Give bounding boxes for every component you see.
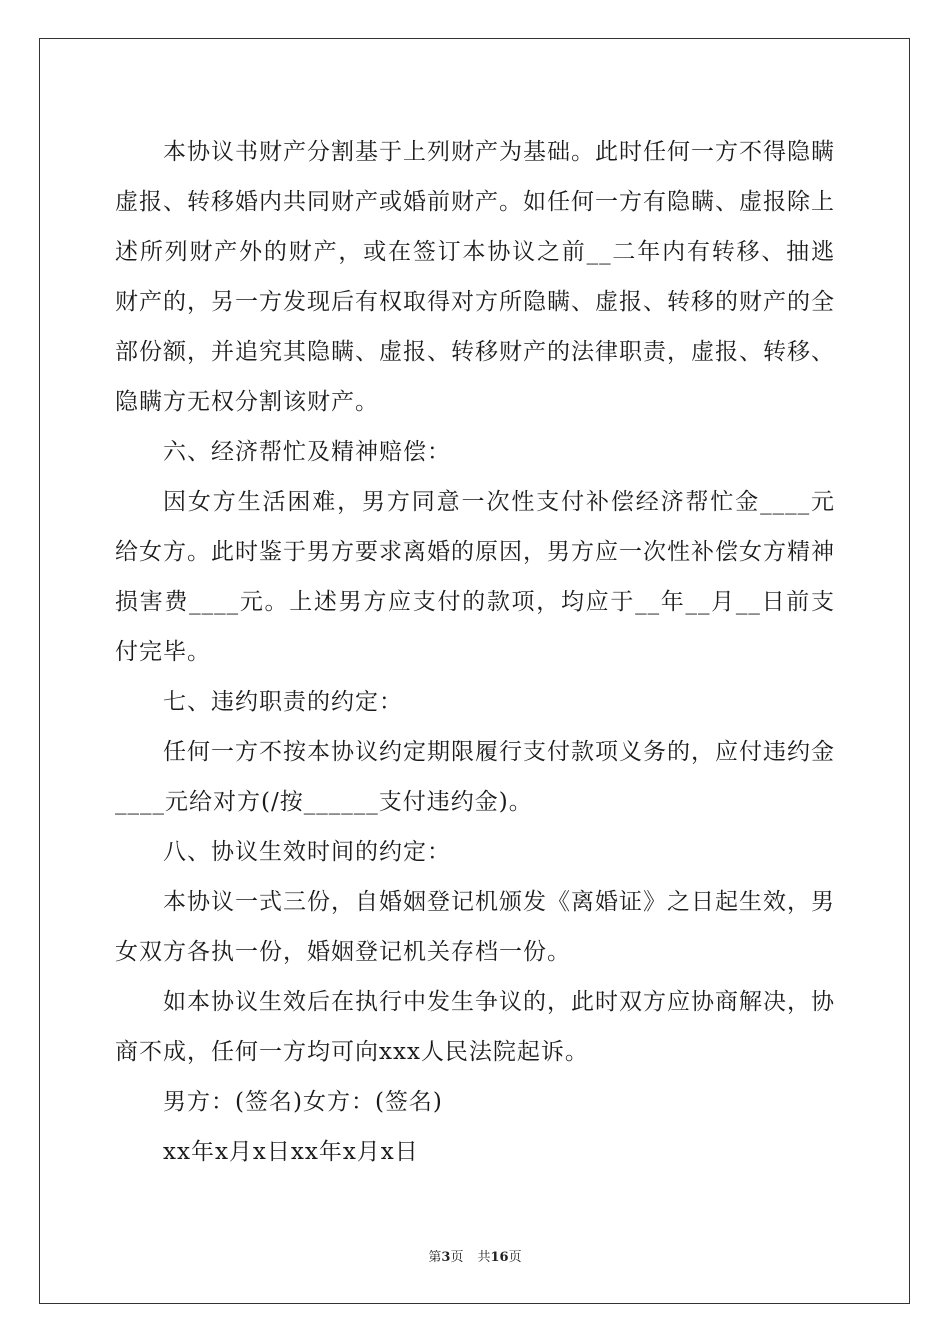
paragraph-property-division: 本协议书财产分割基于上列财产为基础。此时任何一方不得隐瞒虚报、转移婚内共同财产或婚前财产。如任何一方有隐瞒、虚报除上述所列财产外的财产，或在签订本协议之前__二年内有转移、抽逃财产的，另一方发现后有权取得对方所隐瞒、虚报、转移的财产的全部份额，并追究其隐瞒、虚报、转移财产的法律职责，虚报、转移、隐瞒方无权分割该财产。 xyxy=(115,139,835,415)
page-prefix: 第 xyxy=(428,1250,442,1265)
signature-line: 男方：(签名)女方：(签名) xyxy=(163,1089,443,1115)
date-line: xx年x月x日xx年x月x日 xyxy=(163,1139,419,1165)
total-prefix: 共 xyxy=(477,1250,491,1265)
paragraph-compensation: 因女方生活困难，男方同意一次性支付补偿经济帮忙金____元给女方。此时鉴于男方要求离婚的原因，男方应一次性补偿女方精神损害费____元。上述男方应支付的款项，均应于__年__月__日前支付完毕。 xyxy=(115,489,835,665)
paragraph-dispute: 如本协议生效后在执行中发生争议的，此时双方应协商解决，协商不成，任何一方均可向xxx人民法院起诉。 xyxy=(115,989,835,1065)
page-current: 3 xyxy=(441,1250,451,1265)
total-suffix: 页 xyxy=(508,1250,522,1265)
page-total: 16 xyxy=(490,1250,509,1265)
heading-breach-liability: 七、违约职责的约定： xyxy=(163,689,403,715)
paragraph-breach-penalty: 任何一方不按本协议约定期限履行支付款项义务的，应付违约金____元给对方(/按______支付违约金)。 xyxy=(115,739,835,815)
paragraph-copies: 本协议一式三份，自婚姻登记机颁发《离婚证》之日起生效，男女双方各执一份，婚姻登记机关存档一份。 xyxy=(115,889,835,965)
heading-economic-help: 六、经济帮忙及精神赔偿： xyxy=(163,439,451,465)
page-suffix: 页 xyxy=(450,1250,464,1265)
page-footer xyxy=(0,1246,950,1265)
document-body xyxy=(115,127,835,1177)
heading-effective-time: 八、协议生效时间的约定： xyxy=(163,839,451,865)
